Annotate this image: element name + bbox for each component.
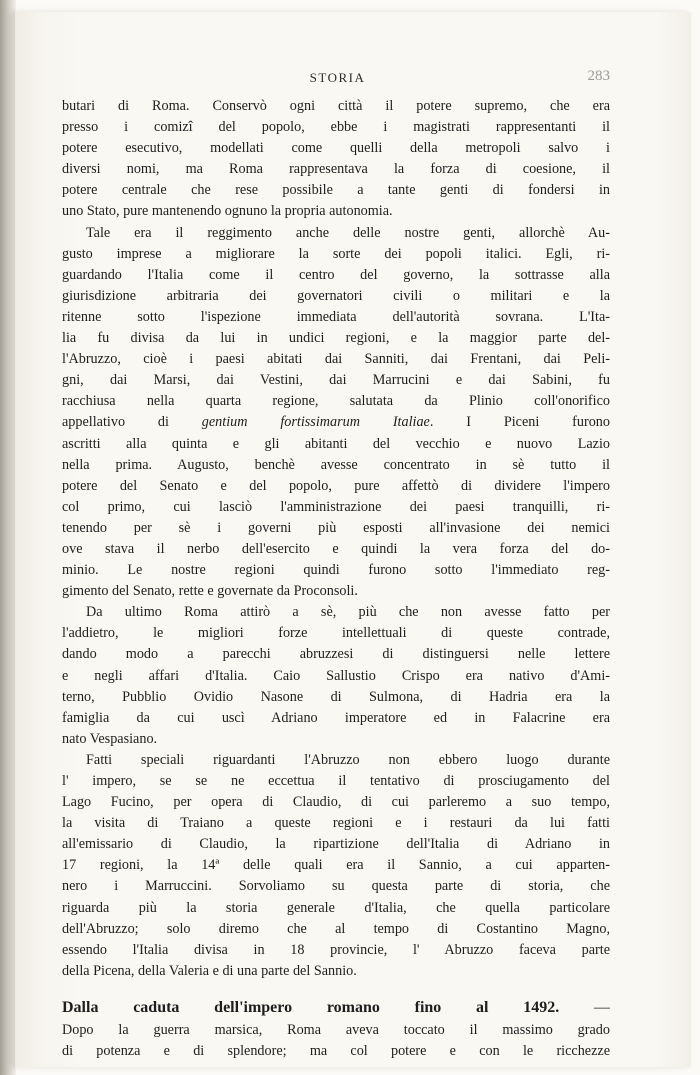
page-number: 283	[587, 68, 610, 84]
text-line: potere esecutivo, modellati come quelli della metropoli salvo i	[62, 140, 610, 157]
text-line: butari di Roma. Conservò ogni città il potere supremo, che era	[62, 98, 610, 114]
paragraph-4	[62, 750, 610, 982]
text-line: potere del Senato e del popolo, pure affettò di dividere l'impero	[62, 477, 610, 494]
text-line: Fatti speciali riguardanti l'Abruzzo non ebbero luogo durante	[86, 751, 610, 768]
text-line: giurisdizione arbitraria dei governatori civili o militari e la	[62, 287, 610, 304]
text-line: all'emissario di Claudio, la ripartizione dell'Italia di Adriano in	[62, 836, 610, 853]
section-start	[62, 996, 610, 1062]
text-line: col primo, cui lasciò l'amministrazione dei paesi tranquilli, ri-	[62, 498, 610, 515]
text-line: famiglia da cui uscì Adriano imperatore ed in Falacrine era	[62, 709, 610, 726]
running-title: STORIA	[309, 70, 366, 85]
text-line: diversi nomi, ma Roma rappresentava la forza di coesione, il	[62, 161, 610, 178]
text-line: minio. Le nostre regioni quindi furono sotto l'immediato reg-	[62, 562, 610, 579]
text-line: potere centrale che rese possibile a tante genti di fondersi in	[62, 182, 610, 199]
section-heading-line	[62, 996, 610, 1020]
paragraph-2	[62, 223, 610, 603]
text-line: l' impero, se se ne eccettua il tentativo di prosciugamento del	[62, 773, 610, 789]
text-line: dell'Abruzzo; solo diremo che al tempo di Costantino Magno,	[62, 920, 610, 937]
text-line: uno Stato, pure mantenendo ognuno la propria autonomia.	[62, 203, 393, 220]
text-line: 17 regioni, la 14ª delle quali era il Sannio, a cui apparten-	[62, 857, 610, 874]
text-line: Da ultimo Roma attirò a sè, più che non avesse fatto per	[86, 604, 610, 621]
italic-phrase: gentium fortissimarum Italiae	[201, 414, 430, 431]
text-line-with-italic	[62, 412, 610, 433]
text-line: di potenza e di splendore; ma col potere e con le ricchezze	[62, 1043, 610, 1060]
text-line: gni, dai Marsi, dai Vestini, dai Marrucini e dai Sabini, fu	[62, 372, 610, 389]
text-line: dando modo a parecchi abruzzesi di distinguersi nelle lettere	[62, 646, 610, 663]
text-line: ascritti alla quinta e gli abitanti del vecchio e nuovo Lazio	[62, 435, 610, 452]
text-line: nero i Marruccini. Sorvoliamo su questa parte di storia, che	[62, 878, 610, 895]
text-line: gimento del Senato, rette e governate da Proconsoli.	[62, 583, 358, 600]
text-line: l'addietro, le migliori forze intellettuali di queste contrade,	[62, 625, 610, 642]
heading-dash: —	[559, 998, 610, 1016]
text-line: presso i comizî del popolo, ebbe i magistrati rappresentanti il	[62, 119, 610, 136]
text-segment: appellativo di	[62, 414, 202, 431]
text-line: Tale era il reggimento anche delle nostre genti, allorchè Au-	[86, 224, 610, 241]
paragraph-3	[62, 602, 610, 750]
text-line: ove stava il nerbo dell'esercito e quindi la vera forza del do-	[62, 540, 610, 557]
text-line: l'Abruzzo, cioè i paesi abitati dai Sanniti, dai Frentani, dai Peli-	[62, 351, 610, 368]
text-segment: . I Piceni furono	[429, 414, 610, 431]
body-text	[62, 96, 610, 1062]
text-line: terno, Pubblio Ovidio Nasone di Sulmona, di Hadria era la	[62, 688, 610, 705]
text-line: della Picena, della Valeria e di una parte del Sannio.	[62, 962, 357, 979]
text-line: la visita di Traiano a queste regioni e i restauri da lui fatti	[62, 815, 610, 832]
paragraph-1	[62, 96, 610, 223]
text-line: tenendo per sè i governi più esposti all'invasione dei nemici	[62, 519, 610, 536]
text-line: Dopo la guerra marsica, Roma aveva toccato il massimo grado	[62, 1021, 610, 1038]
text-line: guardando l'Italia come il centro del governo, la sottrasse alla	[62, 266, 610, 283]
text-line: gusto imprese a migliorare la sorte dei popoli italici. Egli, ri-	[62, 245, 610, 262]
text-line: riguarda più la storia generale d'Italia, che quella particolare	[62, 899, 610, 916]
text-line: Lago Fucino, per opera di Claudio, di cui parleremo a suo tempo,	[62, 794, 610, 811]
section-heading: Dalla caduta dell'impero romano fino al 1492.	[62, 998, 560, 1016]
text-line: ritenne sotto l'ispezione immediata dell'autorità sovrana. L'Ita-	[62, 308, 610, 325]
text-line: essendo l'Italia divisa in 18 provincie, l' Abruzzo faceva parte	[62, 941, 610, 958]
text-line: racchiusa nella quarta regione, salutata da Plinio coll'onorifico	[62, 393, 610, 410]
text-line: nella prima. Augusto, benchè avesse concentrato in sè tutto il	[62, 456, 610, 473]
page-header	[65, 70, 610, 92]
text-line: nato Vespasiano.	[62, 730, 158, 747]
text-line: lia fu divisa da lui in undici regioni, e la maggior parte del-	[62, 330, 610, 347]
text-line: e negli affari d'Italia. Caio Sallustio Crispo era nativo d'Ami-	[62, 667, 610, 684]
